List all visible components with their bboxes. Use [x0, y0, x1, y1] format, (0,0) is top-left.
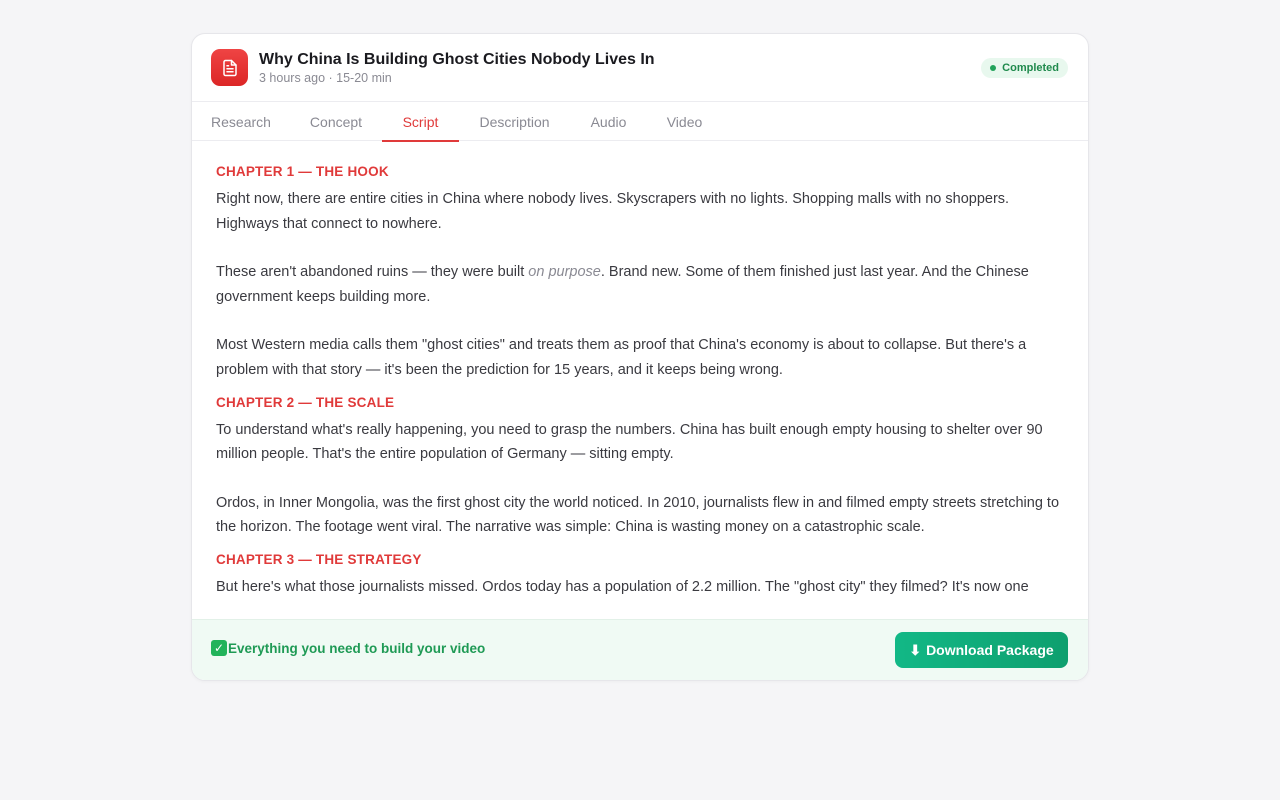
chapter-heading: CHAPTER 2 — THE SCALE: [216, 394, 395, 410]
chapter-heading: CHAPTER 1 — THE HOOK: [216, 164, 389, 179]
script-paragraph: Most Western media calls them "ghost cities" and treats them as proof that China's economy is about to collapse. But there's a problem with that story — it's been the prediction for 15 years, and it keeps being wrong.: [216, 337, 1027, 378]
tab-label: Audio: [590, 113, 627, 130]
footer-message: [211, 640, 485, 656]
tab-concept[interactable]: [290, 102, 382, 141]
script-paragraph: Ordos, in Inner Mongolia, was the first ghost city the world noticed. In 2010, journalists flew in and filmed empty streets stretching to the horizon. The footage went viral. The narrative was simple: China is wasting money on a catastrophic scale.: [216, 494, 1060, 536]
download-label: Download Package: [926, 642, 1054, 658]
project-card: [191, 33, 1089, 681]
project-meta: 3 hours ago · 15-20 min: [259, 71, 392, 85]
tab-label: Concept: [309, 113, 363, 130]
tab-video[interactable]: [647, 102, 722, 141]
tab-label: Script: [402, 113, 439, 130]
script-paragraph: But here's what those journalists missed. Ordos today has a population of 2.2 million. The "ghost city" they filmed? It's now one: [216, 578, 1029, 595]
script-paragraph: Right now, there are entire cities in China where nobody lives. Skyscrapers with no lights. Shopping malls with no shoppers. Highways that connect to nowhere.: [216, 191, 1010, 232]
script-content[interactable]: [192, 142, 1088, 622]
tab-research[interactable]: [192, 102, 290, 141]
footer-message-text: Everything you need to build your video: [228, 640, 486, 656]
tab-label: Video: [666, 113, 703, 130]
status-badge: [981, 58, 1068, 78]
tab-label: Description: [479, 113, 550, 130]
download-package-button[interactable]: [895, 632, 1068, 668]
status-dot-icon: [990, 65, 996, 71]
document-icon: [211, 49, 248, 86]
emphasis-text: on purpose: [528, 264, 601, 281]
project-title: Why China Is Building Ghost Cities Nobody Lives In: [259, 51, 655, 68]
script-paragraph: [216, 260, 1064, 309]
download-arrow-icon: ⬇: [909, 641, 922, 658]
tab-bar: [192, 102, 1088, 141]
text-run: . Brand new. Some of them finished just last year. And the Chinese government keeps building more.: [216, 264, 1029, 305]
tab-label: Research: [211, 113, 271, 130]
tab-audio[interactable]: [570, 102, 647, 141]
text-run: These aren't abandoned ruins — they were built: [216, 264, 529, 281]
status-label: Completed: [1002, 62, 1059, 74]
card-header: [192, 34, 1088, 102]
script-paragraph: To understand what's really happening, you need to grasp the numbers. China has built enough empty housing to shelter over 90 million people. That's the entire population of Germany — sitting empty.: [216, 421, 1043, 463]
chapter-heading: CHAPTER 3 — THE STRATEGY: [216, 551, 422, 567]
card-footer: [192, 619, 1088, 680]
check-icon: ✓: [211, 640, 227, 656]
tab-script[interactable]: [382, 102, 459, 141]
tab-description[interactable]: [459, 102, 570, 141]
